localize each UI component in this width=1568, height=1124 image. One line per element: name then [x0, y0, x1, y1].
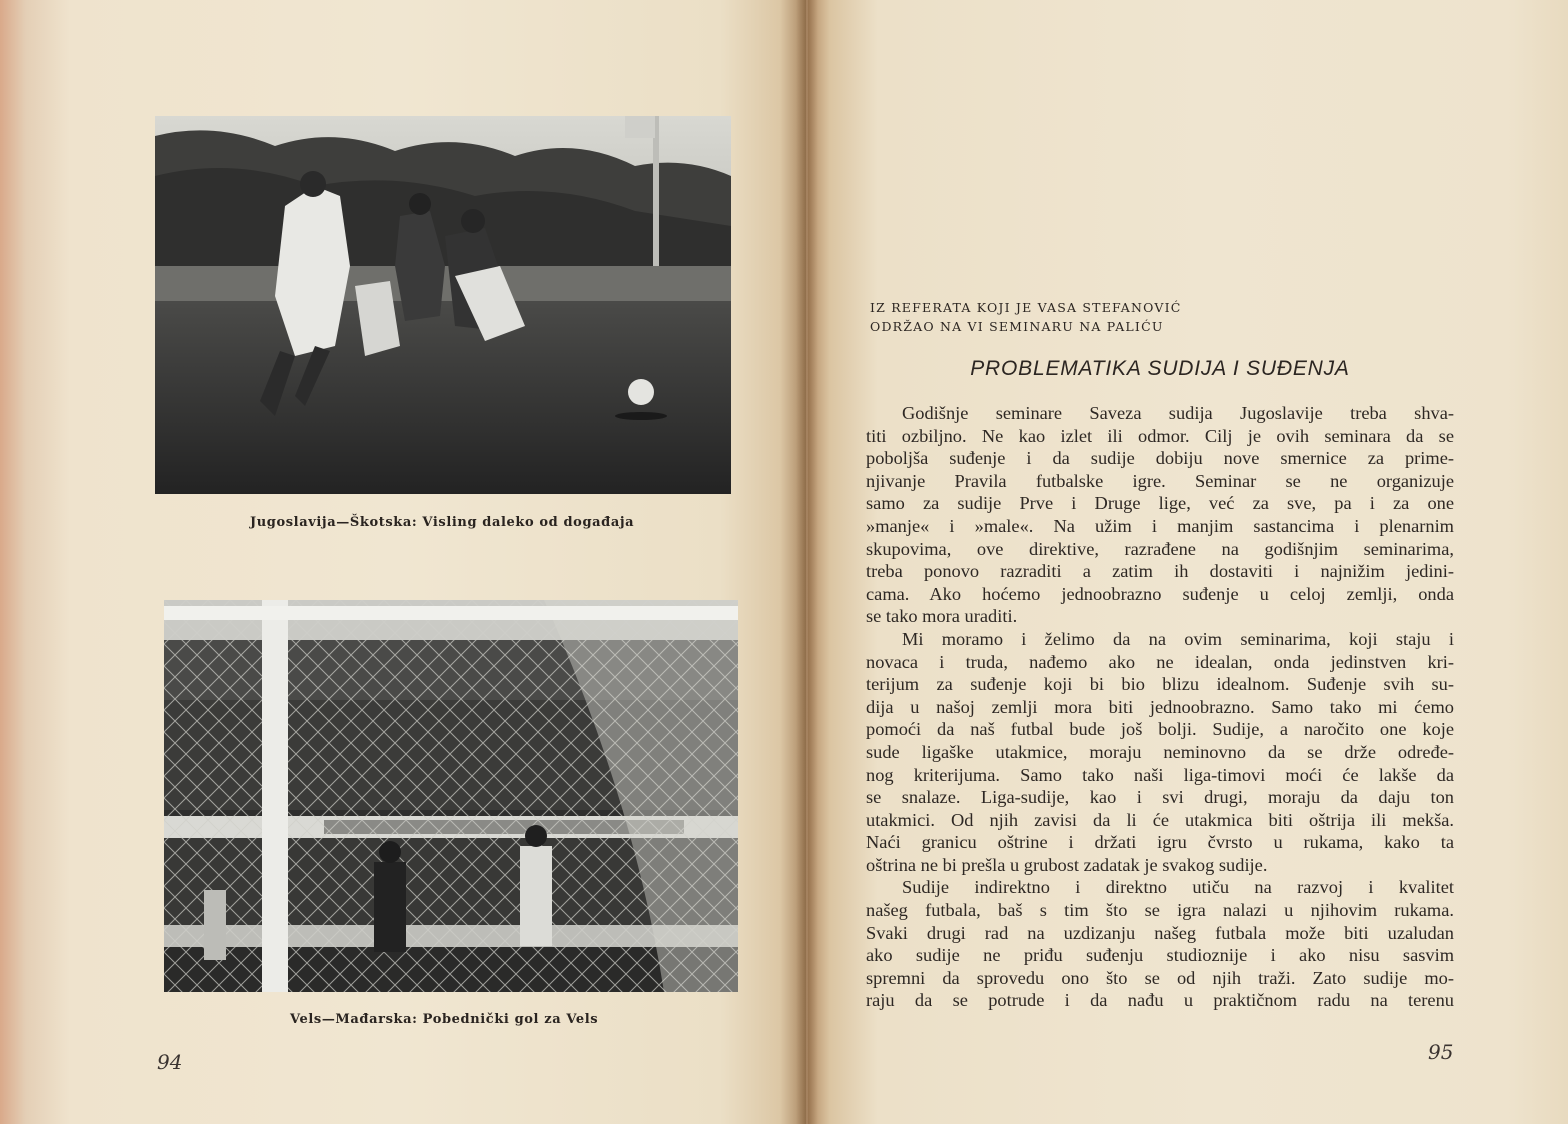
text-line: novaca i truda, nađemo ako ne idealan, onda jedinstven kri-	[866, 651, 1454, 672]
text-line: raju da se potrude i da nađu u praktičnom radu na terenu	[866, 990, 1454, 1011]
caption-top-photo: Jugoslavija—Škotska: Visling daleko od događaja	[250, 515, 635, 530]
text-line: ako sudije ne priđu suđenju studioznije i ako nisu sasvim	[866, 945, 1454, 966]
text-line: pomoći da naš futbal bude još bolji. Sudije, a naročito one koje	[866, 719, 1454, 740]
text-line: titi ozbiljno. Ne kao izlet ili odmor. Cilj je ovih seminara da se	[866, 425, 1454, 446]
article-title: PROBLEMATIKA SUDIJA I SUĐENJA	[970, 357, 1350, 380]
article-body	[866, 402, 1454, 1012]
text-line: sude ligaške utakmice, moraju neminovno da se drže određe-	[866, 741, 1454, 762]
book-gutter	[796, 0, 818, 1124]
text-line: njivanje Pravila futbalske igre. Seminar se ne organizuje	[866, 470, 1454, 491]
text-line: nog kriterijuma. Samo tako naši liga-timovi moći će lakše da	[866, 764, 1454, 785]
text-line: samo za sudije Prve i Druge lige, već za sve, pa i za one	[866, 493, 1454, 514]
preface-line: IZ REFERATA KOJI JE VASA STEFANOVIĆ	[870, 300, 1182, 315]
text-line: treba ponovo razraditi a zatim ih dostaviti i najnižim jedini-	[866, 561, 1454, 582]
text-line: skupovima, ove direktive, razrađene na godišnjim seminarima,	[866, 538, 1454, 559]
page-number-right: 95	[1428, 1040, 1454, 1064]
page-number-left: 94	[157, 1050, 183, 1074]
text-line: Mi moramo i želimo da na ovim seminarima, koji staju i	[902, 628, 1454, 649]
text-line: Sudije indirektno i direktno utiču na razvoj i kvalitet	[902, 877, 1454, 898]
text-line: »manje« i »male«. Na užim i manjim sastancima i plenarnim	[866, 515, 1454, 536]
text-line: utakmici. Od njih zavisi da li će utakmica biti oštrija ili mekša.	[866, 809, 1454, 830]
text-line: terijum za suđenje koji bi bio blizu idealnom. Suđenje svih su-	[866, 674, 1454, 695]
text-line: spremni da sprovedu ono što se od njih traži. Zato sudije mo-	[866, 967, 1454, 988]
text-line: Naći granicu oštrine i držati igru čvrsto u rukama, kako ta	[866, 832, 1454, 853]
photo-match-wales-hungary	[164, 600, 738, 992]
text-line: oštrina ne bi prešla u grubost zadatak je svakog sudije.	[866, 854, 1268, 875]
preface-line: ODRŽAO NA VI SEMINARU NA PALIĆU	[870, 319, 1164, 334]
text-line: poboljša suđenje i da sudije dobiju nove smernice za prime-	[866, 448, 1454, 469]
text-line: cama. Ako hoćemo jednoobrazno suđenje u celoj zemlji, onda	[866, 583, 1454, 604]
text-line: Godišnje seminare Saveza sudija Jugoslavije treba shva-	[902, 403, 1454, 423]
text-line: dija u našoj zemlji mora biti jednoobrazno. Samo tako mi ćemo	[866, 696, 1454, 717]
text-line: se tako mora uraditi.	[866, 606, 1018, 627]
text-line: našeg futbala, baš s tim što se igra nalazi u njihovim rukama.	[866, 900, 1454, 921]
article-preface	[870, 298, 1182, 336]
text-line: se snalaze. Liga-sudije, kao i svi drugi, moraju da daju ton	[866, 787, 1454, 808]
text-line: Svaki drugi rad na uzdizanju našeg futbala može biti uzaludan	[866, 922, 1454, 943]
caption-bottom-photo: Vels—Mađarska: Pobednički gol za Vels	[290, 1012, 599, 1027]
photo-match-yugoslavia-scotland	[155, 116, 731, 494]
